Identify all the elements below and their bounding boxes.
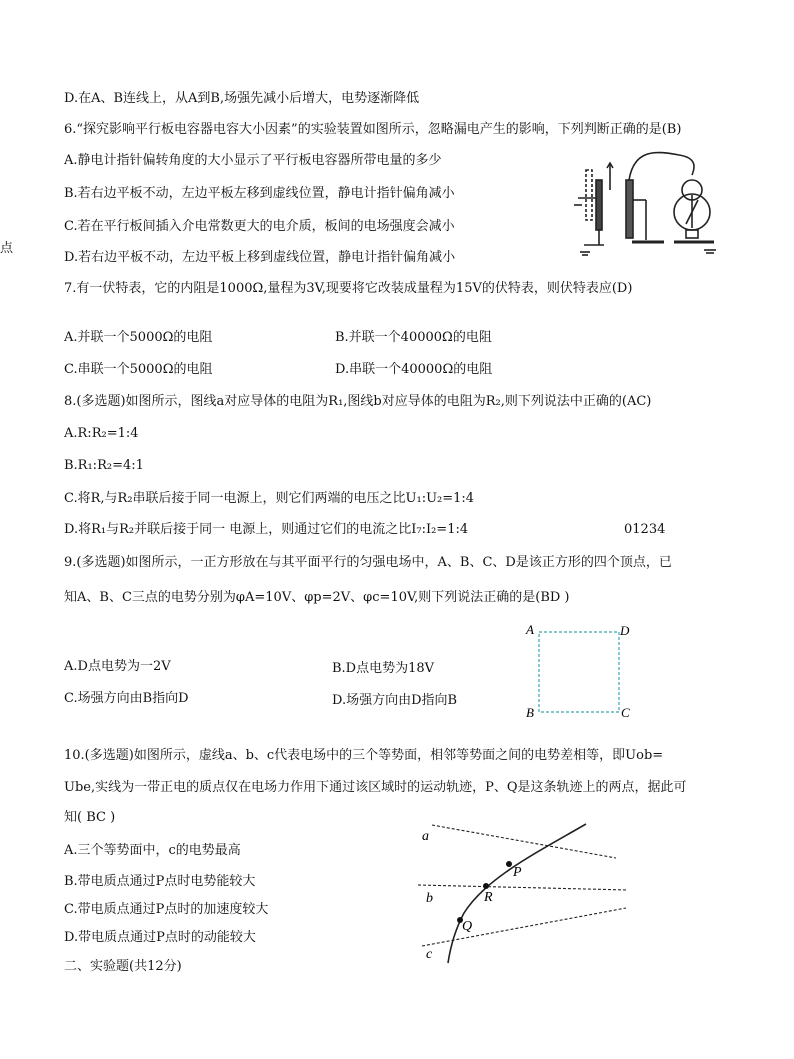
q10-option-c: C.带电质点通过P点时的加速度较大 [64, 902, 269, 917]
q7-option-b: B.并联一个40000Ω的电阻 [335, 330, 492, 345]
q6-option-c: C.若在平行板间插入介电常数更大的电介质，板间的电场强度会减小 [64, 219, 455, 234]
q8-option-b: B.R₁:R₂=4:1 [64, 458, 144, 473]
q6-option-b: B.若右边平板不动，左边平板左移到虚线位置，静电计指针偏角减小 [64, 186, 455, 201]
q9-stem-line2: 知A、B、C三点的电势分别为φA=10V、φp=2V、φc=10V,则下列说法正确的是(BD ) [64, 590, 570, 605]
q8-option-c: C.将R,与R₂串联后接于同一电源上，则它们两端的电压之比U₁:U₂=1:4 [64, 491, 475, 506]
equipotential-trajectory-figure [416, 818, 648, 968]
vertex-label-c: C [621, 705, 630, 720]
section-2-heading: 二、实验题(共12分) [64, 959, 182, 974]
line-label-b: b [426, 891, 433, 906]
square-field-figure [522, 620, 642, 724]
point-label-r: R [484, 890, 493, 905]
q10-option-d: D.带电质点通过P点时的动能较大 [64, 930, 256, 945]
q5-option-d: D.在A、B连线上，从A到B,场强先减小后增大，电势逐渐降低 [64, 91, 420, 106]
capacitor-electrometer-figure [574, 150, 724, 260]
q10-option-b: B.带电质点通过P点时电势能较大 [64, 874, 256, 889]
q8-option-d: D.将R₁与R₂并联后接于同一 电源上，则通过它们的电流之比I₇:I₂=1:4 [64, 522, 469, 537]
q9-option-c: C.场强方向由B指向D [64, 691, 189, 706]
vertex-label-a: A [526, 622, 534, 637]
vertex-label-d: D [620, 623, 630, 638]
q8-option-a: A.R:R₂=1:4 [64, 426, 139, 441]
q6-option-a: A.静电计指针偏转角度的大小显示了平行板电容器所带电量的多少 [64, 153, 442, 168]
q10-stem-line2: Ube,实线为一带正电的质点仅在电场力作用下通过该区域时的运动轨迹，P、Q是这条轨迹上的两点，据此可 [64, 780, 687, 795]
q10-option-a: A.三个等势面中，c的电势最高 [64, 843, 241, 858]
q9-stem-line1: 9.(多选题)如图所示，一正方形放在与其平面平行的匀强电场中，A、B、C、D是该正方形的四个顶点，已 [64, 555, 672, 570]
q9-option-d: D.场强方向由D指向B [332, 693, 458, 708]
line-label-c: c [426, 947, 433, 962]
q7-option-d: D.串联一个40000Ω的电阻 [335, 362, 493, 377]
q10-stem-line3: 知( BC ) [64, 810, 116, 825]
q7-option-c: C.串联一个5000Ω的电阻 [64, 362, 213, 377]
q9-option-b: B.D点电势为18V [332, 661, 435, 676]
q8-axis-ticks: 01234 [624, 522, 666, 537]
point-label-p: P [513, 865, 522, 880]
point-label-q: Q [462, 919, 473, 934]
vertex-label-b: B [526, 705, 534, 720]
q6-option-d: D.若右边平板不动，左边平板上移到虚线位置，静电计指针偏角减小 [64, 250, 456, 265]
q6-stem: 6.“探究影响平行板电容器电容大小因素”的实验装置如图所示，忽略漏电产生的影响，下列判断正确的是(B) [64, 122, 682, 137]
q10-stem-line1: 10.(多选题)如图所示，虚线a、b、c代表电场中的三个等势面，相邻等势面之间的电势差相等，即Uob= [64, 748, 664, 763]
q9-option-a: A.D点电势为一2V [64, 659, 171, 674]
q7-stem: 7.有一伏特表，它的内阻是1000Ω,量程为3V,现要将它改装成量程为15V的伏特表，则伏特表应(D) [64, 281, 633, 296]
line-label-a: a [422, 829, 429, 844]
q7-option-a: A.并联一个5000Ω的电阻 [64, 330, 213, 345]
margin-character: 点 [0, 241, 14, 256]
q8-stem: 8.(多选题)如图所示，图线a对应导体的电阻为R₁,图线b对应导体的电阻为R₂,则下列说法中正确的(AC) [64, 394, 652, 409]
